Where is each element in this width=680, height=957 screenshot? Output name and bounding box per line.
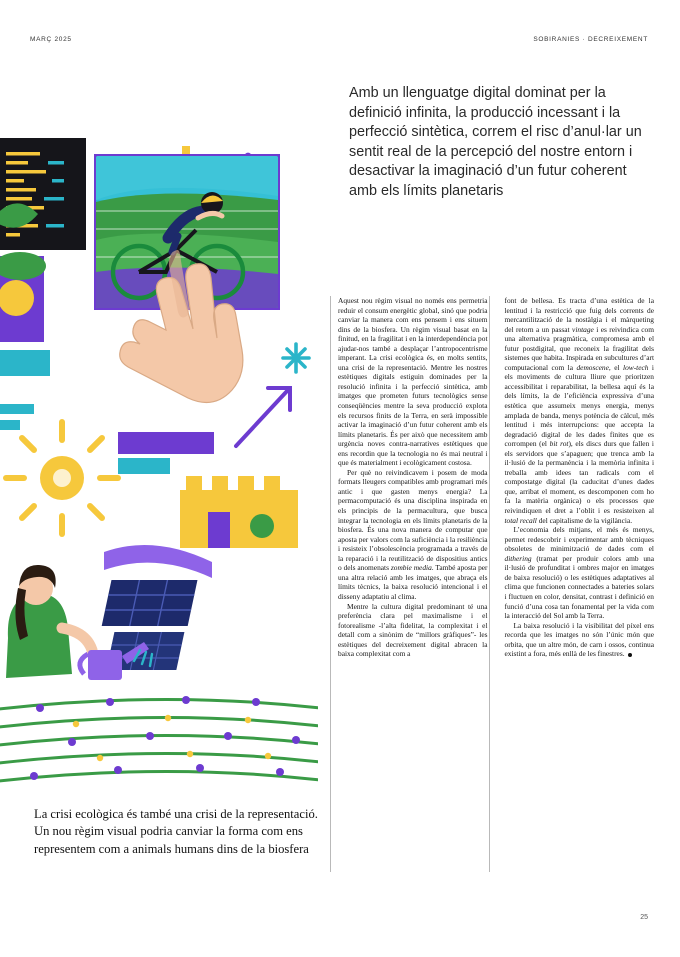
paragraph: Aquest nou règim visual no només ens permetria reduir el consum energètic global, sinó que podria canviar la manera com ens pensem i ens situem dins de la biosfera. Un règim visual basat en la finitud, en la fragilitat i en la interdependència pot ajudar-nos també a desplaçar l’antropocentrisme imperant. La crisi ecològica és, en molts sentits, una crisi de la representació. Mentre les nostres estètiques digitals estiguin dominades per la resolució infinita i la perfecció sintètica, amb imatges que prometen futurs tecnològics sense conseqüències mentre la seva producció explota els recursos finits de la Terra, en serà impossible activar la imaginació d’un futur coherent amb els límits planetaris. És per això que necessitem amb urgència noves contra-narratives estètiques que ens recordin que la tecnologia no és mai neutral i que és materialment i ecològicament costosa. xyxy=(338,296,488,468)
running-head-section: SOBIRANIES · DECREIXEMENT xyxy=(533,36,648,43)
editorial-illustration xyxy=(0,60,318,800)
page-number: 25 xyxy=(640,914,648,921)
end-mark xyxy=(628,653,632,657)
body-columns xyxy=(338,296,654,868)
article-deck: Amb un llenguatge digital dominat per la definició infinita, la producció incessant i la perfecció sintètica, correm el risc d’anul·lar un sentit real de la percepció del nostre entorn i desactivar la imaginació d’un futur coherent amb els límits planetaris xyxy=(349,85,642,199)
paragraph: font de bellesa. Es tracta d’una estètica de la lentitud i la restricció que fuig dels corrents de mercantilització de la nostàlgia i el màrqueting del retorn a un passat vintage i es reivindica com una alternativa pragmàtica, compromesa amb el futur postdigital, que reconeix la fragilitat dels sistemes que habita. Inspirada en subcultures d’art computacional com la demoscene, el low-tech i els moviments de cultura lliure que prioritzen accessibilitat i reparabilitat, la bellesa aquí és la dels límits, la de l’eficiència expressiva d’una estètica que assumeix menys energia, menys amplada de banda, menys potència de càlcul, més lentitud i més interrupcions: que accepta la degradació digital de les dades finites que es corrompen (el bit rot), els discs durs que fallen i els servidors que s’apaguen; que trenca amb la il·lusió de la permanència i la memòria infinita i treballa amb idees tan radicals com el compostatge digital (la caducitat d’unes dades que, arribat el moment, es descomponen com ho fa la matèria orgànica) o els processos que reivindiquen el dret a l’oblit i es resisteixen al total recall del capitalisme de la vigilància. xyxy=(504,296,654,525)
paragraph: Mentre la cultura digital predominant té una preferència clara pel maximalisme i el fotorealisme -l’alta fidelitat, la complexitat i el detall com a sinònim de “millors gràfiques”- les estètiques del decreixement digital abracen la baixa complexitat com a xyxy=(338,601,488,659)
paragraph: Per què no reivindicavem i posem de moda formats lleugers compatibles amb programari més antic i que gasten menys energia? La permacomputació és una disciplina inspirada en els principis de la permacultura, que busca integrar la tecnologia en els límits planetaris de la biosfera. És una nova manera de computar que aposta per valors com la suficiència i la resiliència i resisteix l’obsolescència programada a través de la reparació i la reutilització de dispositius antics o dels anomenats zombie media. També aposta per una altra relació amb les imatges, que abraça els límits tècnics, la baixa resolució intencional i el disseny adaptatiu al clima. xyxy=(338,467,488,601)
illustration-caption: La crisi ecològica és també una crisi de la representació. Un nou règim visual podria canviar la forma com ens representem com a animals humans dins de la biosfera xyxy=(34,807,318,856)
paragraph: L’economia dels mitjans, el més és menys, permet redescobrir i experimentar amb tècniques obsoletes de minimització de dades com el dithering (tramat per produir colors amb una il·lusió de profunditat i ombres major en imatges de baixa resolució) o les estètiques adaptatives al clima que funcionen connectades a bateries solars i fluctuen en color, densitat, contrast i definició en funció d’una cosa tan fonamental per la vida com la interacció del Sol amb la Terra. xyxy=(504,525,654,621)
body-column-2 xyxy=(505,296,655,868)
paragraph: La baixa resolució i la visibilitat del píxel ens recorda que les imatges no són l’únic món que orbita, que un altre món, de carn i ossos, continua existint a fora, més enllà de les finestres. xyxy=(504,620,654,659)
column-rule-left xyxy=(330,296,331,872)
running-head-date: MARÇ 2025 xyxy=(30,36,72,43)
body-column-1 xyxy=(338,296,488,868)
running-head xyxy=(0,36,680,48)
